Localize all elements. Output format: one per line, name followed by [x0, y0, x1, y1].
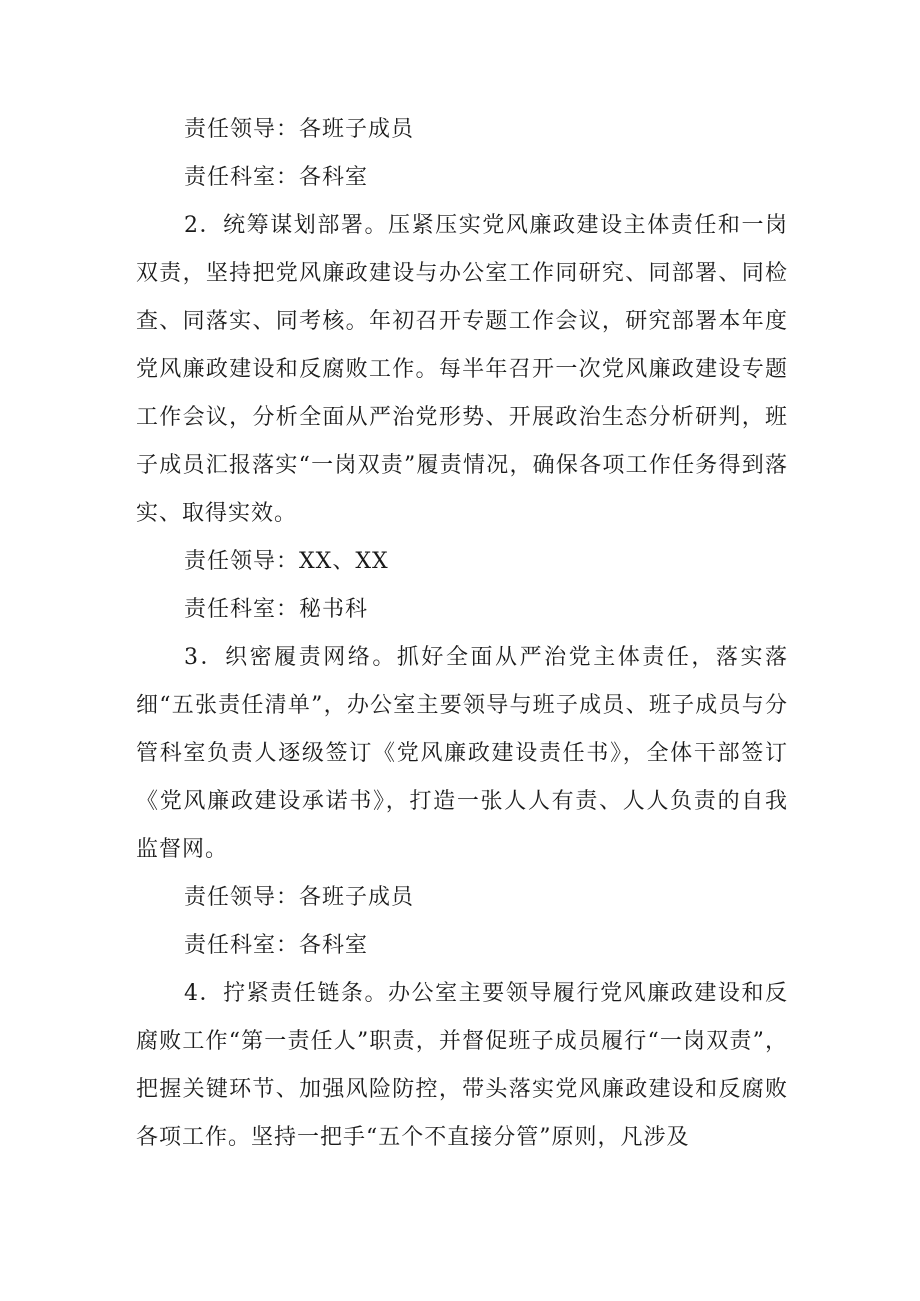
item-4-paragraph: 4．拧紧责任链条。办公室主要领导履行党风廉政建设和反腐败工作“第一责任人”职责，并督促班子成员履行“一岗双责”，把握关键环节、加强风险防控，带头落实党风廉政建设和反腐败各项工作。坚持一把手“五个不直接分管”原则，凡涉及 — [136, 981, 788, 1150]
responsible-department-line: 责任科室：各科室 — [184, 165, 369, 190]
responsible-leader-line: 责任领导：各班子成员 — [184, 117, 415, 142]
responsible-leader-line: 责任领导：XX、XX — [184, 549, 389, 574]
document-body — [136, 106, 788, 1162]
responsible-department-line: 责任科室：秘书科 — [184, 597, 369, 622]
responsible-department-line: 责任科室：各科室 — [184, 933, 369, 958]
responsible-leader-line: 责任领导：各班子成员 — [184, 885, 415, 910]
item-2-paragraph: 2．统筹谋划部署。压紧压实党风廉政建设主体责任和一岗双责，坚持把党风廉政建设与办公室工作同研究、同部署、同检查、同落实、同考核。年初召开专题工作会议，研究部署本年度党风廉政建设和反腐败工作。每半年召开一次党风廉政建设专题工作会议，分析全面从严治党形势、开展政治生态分析研判，班子成员汇报落实“一岗双责”履责情况，确保各项工作任务得到落实、取得实效。 — [136, 213, 788, 526]
item-3-paragraph: 3．织密履责网络。抓好全面从严治党主体责任，落实落细“五张责任清单”，办公室主要领导与班子成员、班子成员与分管科室负责人逐级签订《党风廉政建设责任书》，全体干部签订《党风廉政建设承诺书》，打造一张人人有责、人人负责的自我监督网。 — [136, 645, 788, 862]
